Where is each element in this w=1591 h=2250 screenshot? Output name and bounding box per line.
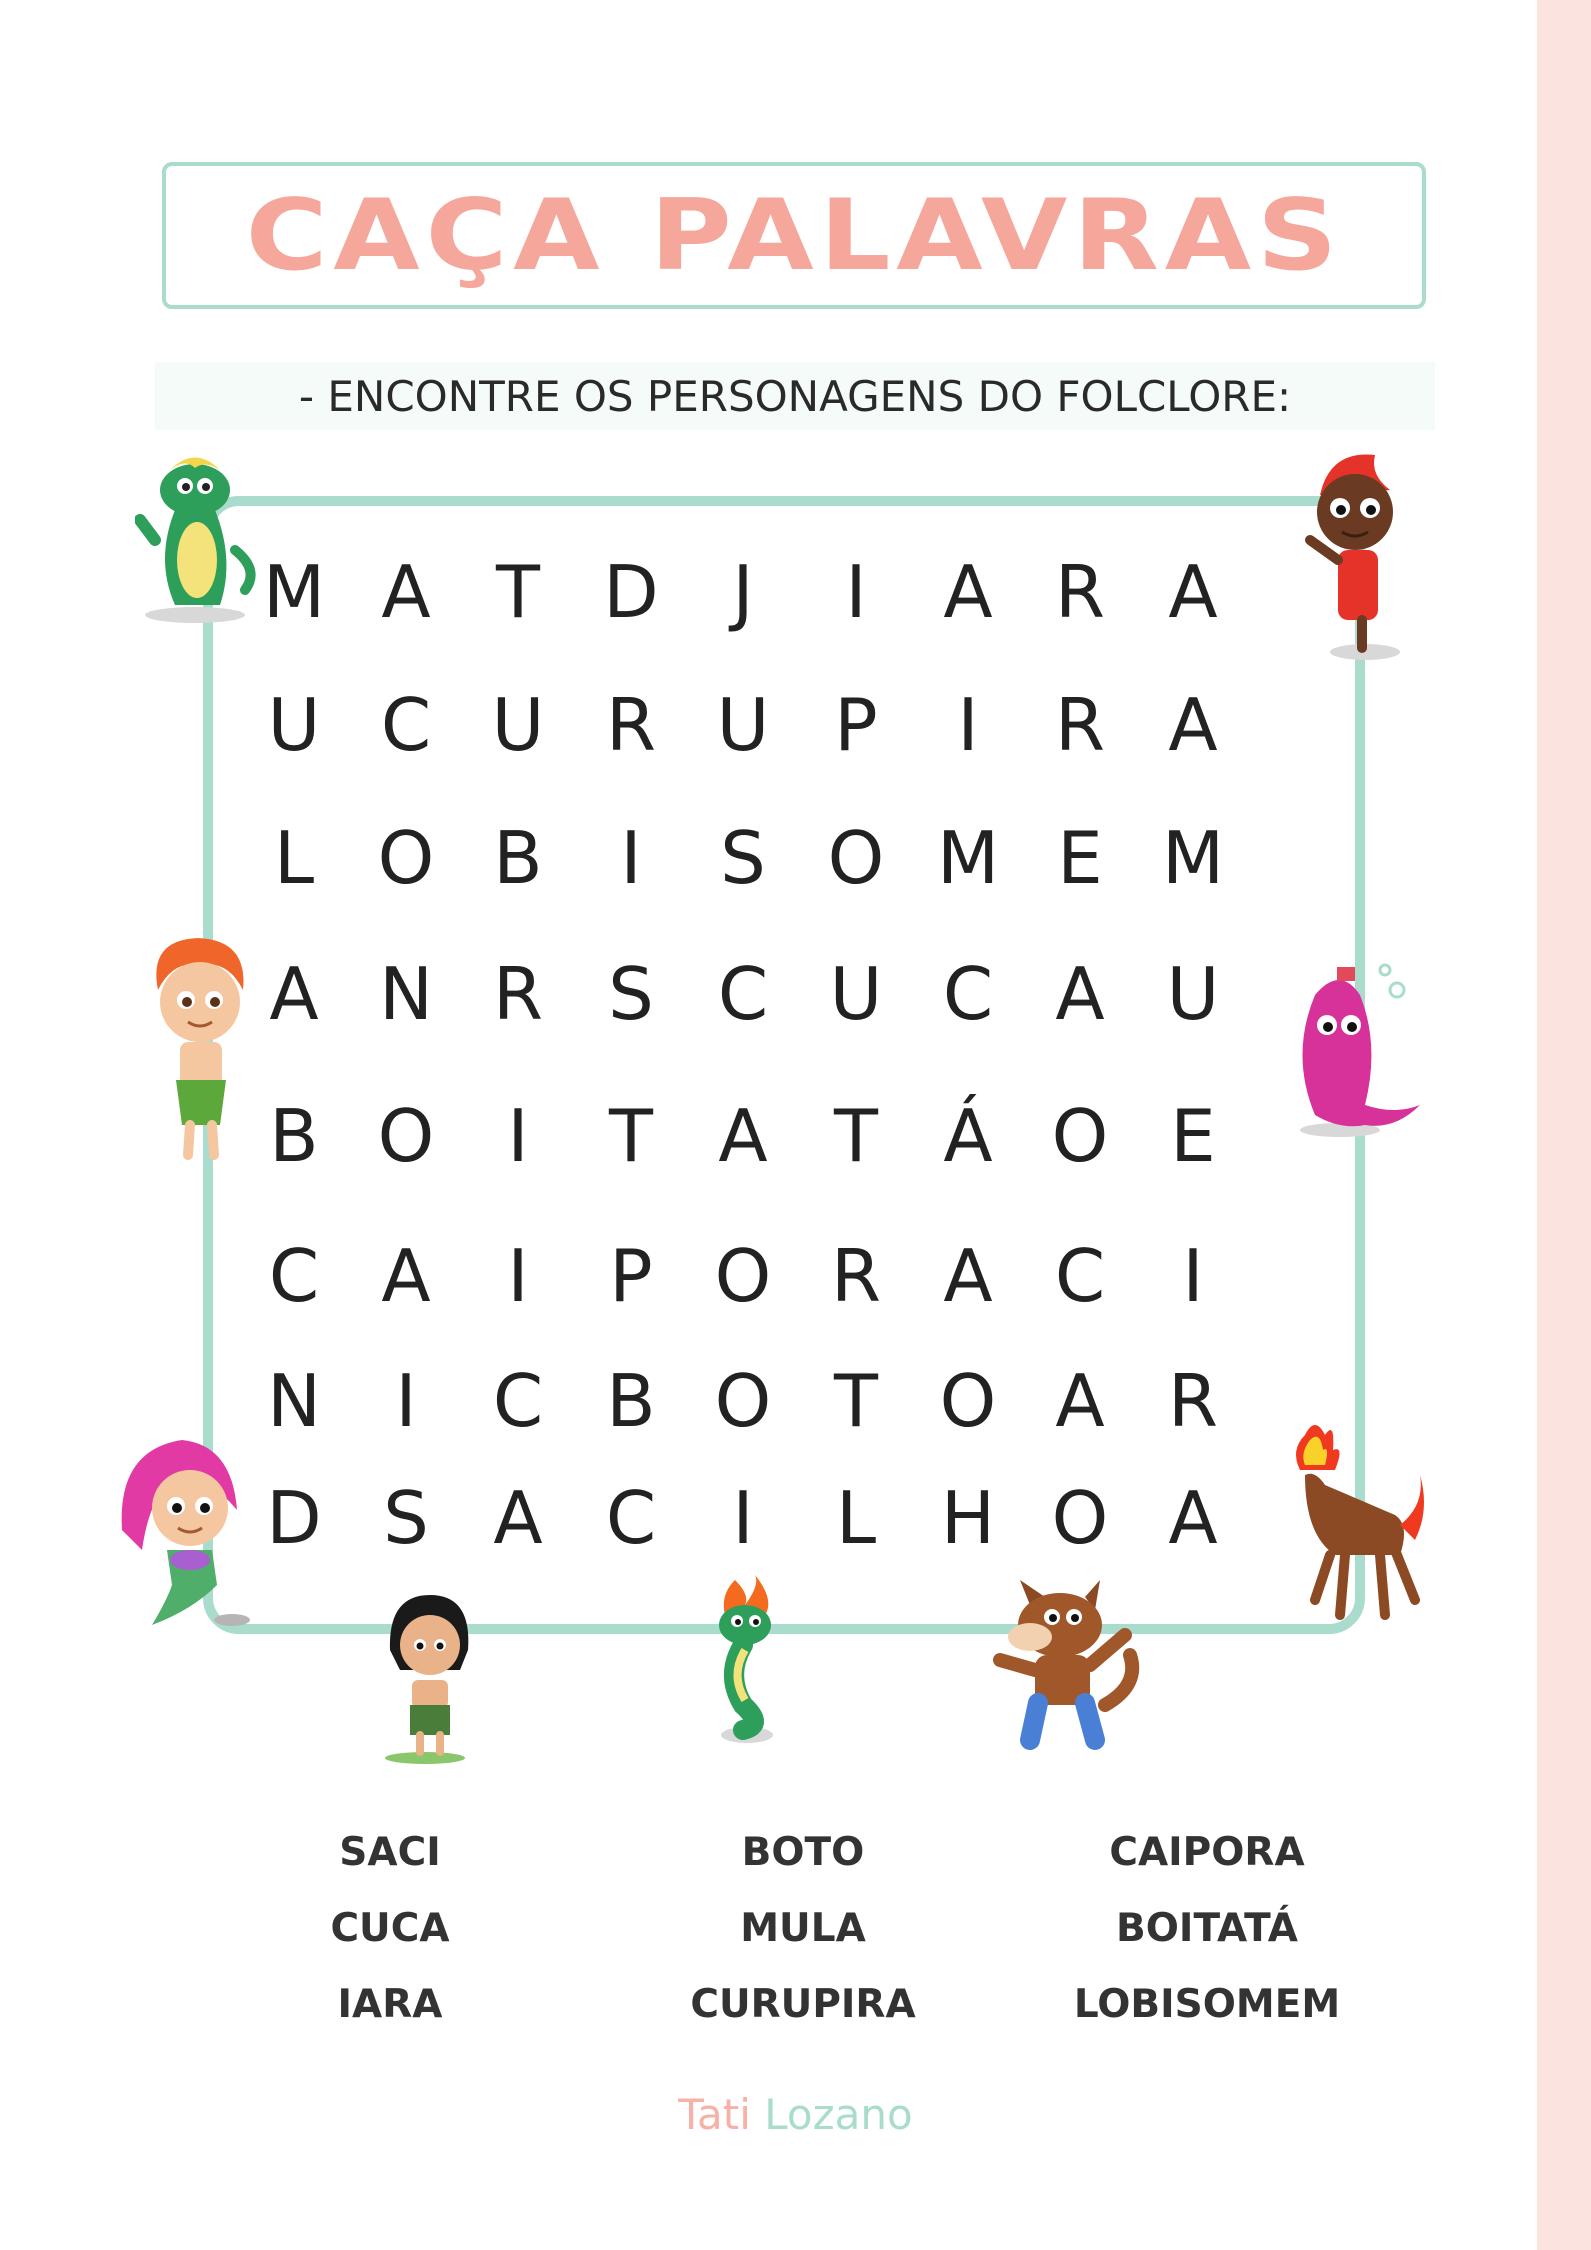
grid-letter: U [716, 683, 770, 767]
word-item: BOTO [741, 1830, 865, 1875]
grid-letter: C [1054, 1234, 1106, 1318]
lobisomem-werewolf-icon [990, 1575, 1150, 1755]
word-search-frame [203, 496, 1365, 1634]
grid-letter: C [268, 1234, 320, 1318]
grid-letter: U [1166, 952, 1220, 1036]
grid-letter: A [381, 1234, 431, 1318]
grid-letter: A [269, 952, 319, 1036]
grid-letter: A [718, 1094, 768, 1178]
grid-letter: R [1167, 1359, 1219, 1443]
grid-letter: R [830, 1234, 882, 1318]
grid-letter: A [1168, 1476, 1218, 1560]
footer-credit [0, 2090, 1591, 2139]
grid-letter: H [940, 1476, 996, 1560]
grid-letter: Á [943, 1094, 993, 1178]
iara-mermaid-icon [112, 1420, 262, 1630]
saci-icon [1290, 440, 1420, 665]
cuca-alligator-icon [135, 440, 265, 625]
title-box [162, 162, 1426, 309]
grid-letter: S [608, 952, 654, 1036]
grid-letter: C [942, 952, 994, 1036]
footer-name-last: Lozano [764, 2090, 913, 2139]
grid-letter: I [620, 816, 642, 900]
grid-letter: D [266, 1476, 322, 1560]
grid-letter: T [834, 1359, 878, 1443]
grid-letter: I [507, 1234, 529, 1318]
grid-letter: I [395, 1359, 417, 1443]
grid-letter: U [491, 683, 545, 767]
grid-letter: C [380, 683, 432, 767]
grid-letter: O [1051, 1476, 1109, 1560]
grid-letter: T [834, 1094, 878, 1178]
word-item: LOBISOMEM [1073, 1982, 1341, 2027]
grid-letter: A [943, 550, 993, 634]
grid-letter: J [732, 550, 754, 634]
grid-letter: A [1055, 1359, 1105, 1443]
grid-letter: P [834, 683, 878, 767]
grid-letter: R [492, 952, 544, 1036]
grid-letter: N [379, 952, 433, 1036]
grid-letter: M [1161, 816, 1225, 900]
grid-letter: I [507, 1094, 529, 1178]
grid-letter: D [603, 550, 659, 634]
grid-letter: T [609, 1094, 653, 1178]
grid-letter: E [1057, 816, 1103, 900]
grid-letter: S [383, 1476, 429, 1560]
grid-letter: B [606, 1359, 656, 1443]
grid-letter: I [845, 550, 867, 634]
word-item: CURUPIRA [690, 1982, 916, 2027]
grid-letter: M [936, 816, 1000, 900]
grid-letter: L [273, 816, 315, 900]
word-item: SACI [339, 1830, 441, 1875]
side-stripe [1537, 0, 1591, 2250]
grid-letter: A [493, 1476, 543, 1560]
grid-letter: O [377, 1094, 435, 1178]
word-item: IARA [337, 1982, 443, 2027]
grid-letter: I [732, 1476, 754, 1560]
grid-letter: B [493, 816, 543, 900]
boitata-snake-icon [705, 1575, 795, 1745]
mula-sem-cabeca-horse-icon [1275, 1415, 1435, 1640]
word-item: CUCA [330, 1906, 450, 1951]
grid-letter: O [827, 816, 885, 900]
subtitle: - ENCONTRE OS PERSONAGENS DO FOLCLORE: [298, 371, 1292, 421]
grid-letter: A [1168, 683, 1218, 767]
grid-letter: T [496, 550, 540, 634]
boto-icon [1285, 955, 1430, 1140]
word-item: MULA [740, 1906, 866, 1951]
grid-letter: C [605, 1476, 657, 1560]
page-title: CAÇA PALAVRAS [245, 178, 1343, 293]
grid-letter: I [957, 683, 979, 767]
grid-letter: C [492, 1359, 544, 1443]
grid-letter: B [269, 1094, 319, 1178]
grid-letter: A [1055, 952, 1105, 1036]
grid-letter: O [939, 1359, 997, 1443]
grid-letter: O [377, 816, 435, 900]
word-item: CAIPORA [1109, 1830, 1305, 1875]
indigenous-girl-icon [380, 1590, 480, 1765]
grid-letter: E [1170, 1094, 1216, 1178]
grid-letter: S [720, 816, 766, 900]
grid-letter: U [267, 683, 321, 767]
grid-letter: R [605, 683, 657, 767]
grid-letter: A [1168, 550, 1218, 634]
grid-letter: P [609, 1234, 653, 1318]
grid-letter: M [262, 550, 326, 634]
subtitle-bar [155, 362, 1435, 430]
word-item: BOITATÁ [1116, 1906, 1298, 1951]
grid-letter: N [267, 1359, 321, 1443]
grid-letter: I [1182, 1234, 1204, 1318]
grid-letter: O [714, 1359, 772, 1443]
footer-name-first: Tati [678, 2090, 751, 2139]
grid-letter: A [943, 1234, 993, 1318]
grid-letter: O [1051, 1094, 1109, 1178]
grid-letter: R [1054, 550, 1106, 634]
grid-letter: C [717, 952, 769, 1036]
grid-letter: A [381, 550, 431, 634]
grid-letter: R [1054, 683, 1106, 767]
grid-letter: U [829, 952, 883, 1036]
grid-letter: L [835, 1476, 877, 1560]
grid-letter: O [714, 1234, 772, 1318]
curupira-icon [138, 930, 263, 1165]
